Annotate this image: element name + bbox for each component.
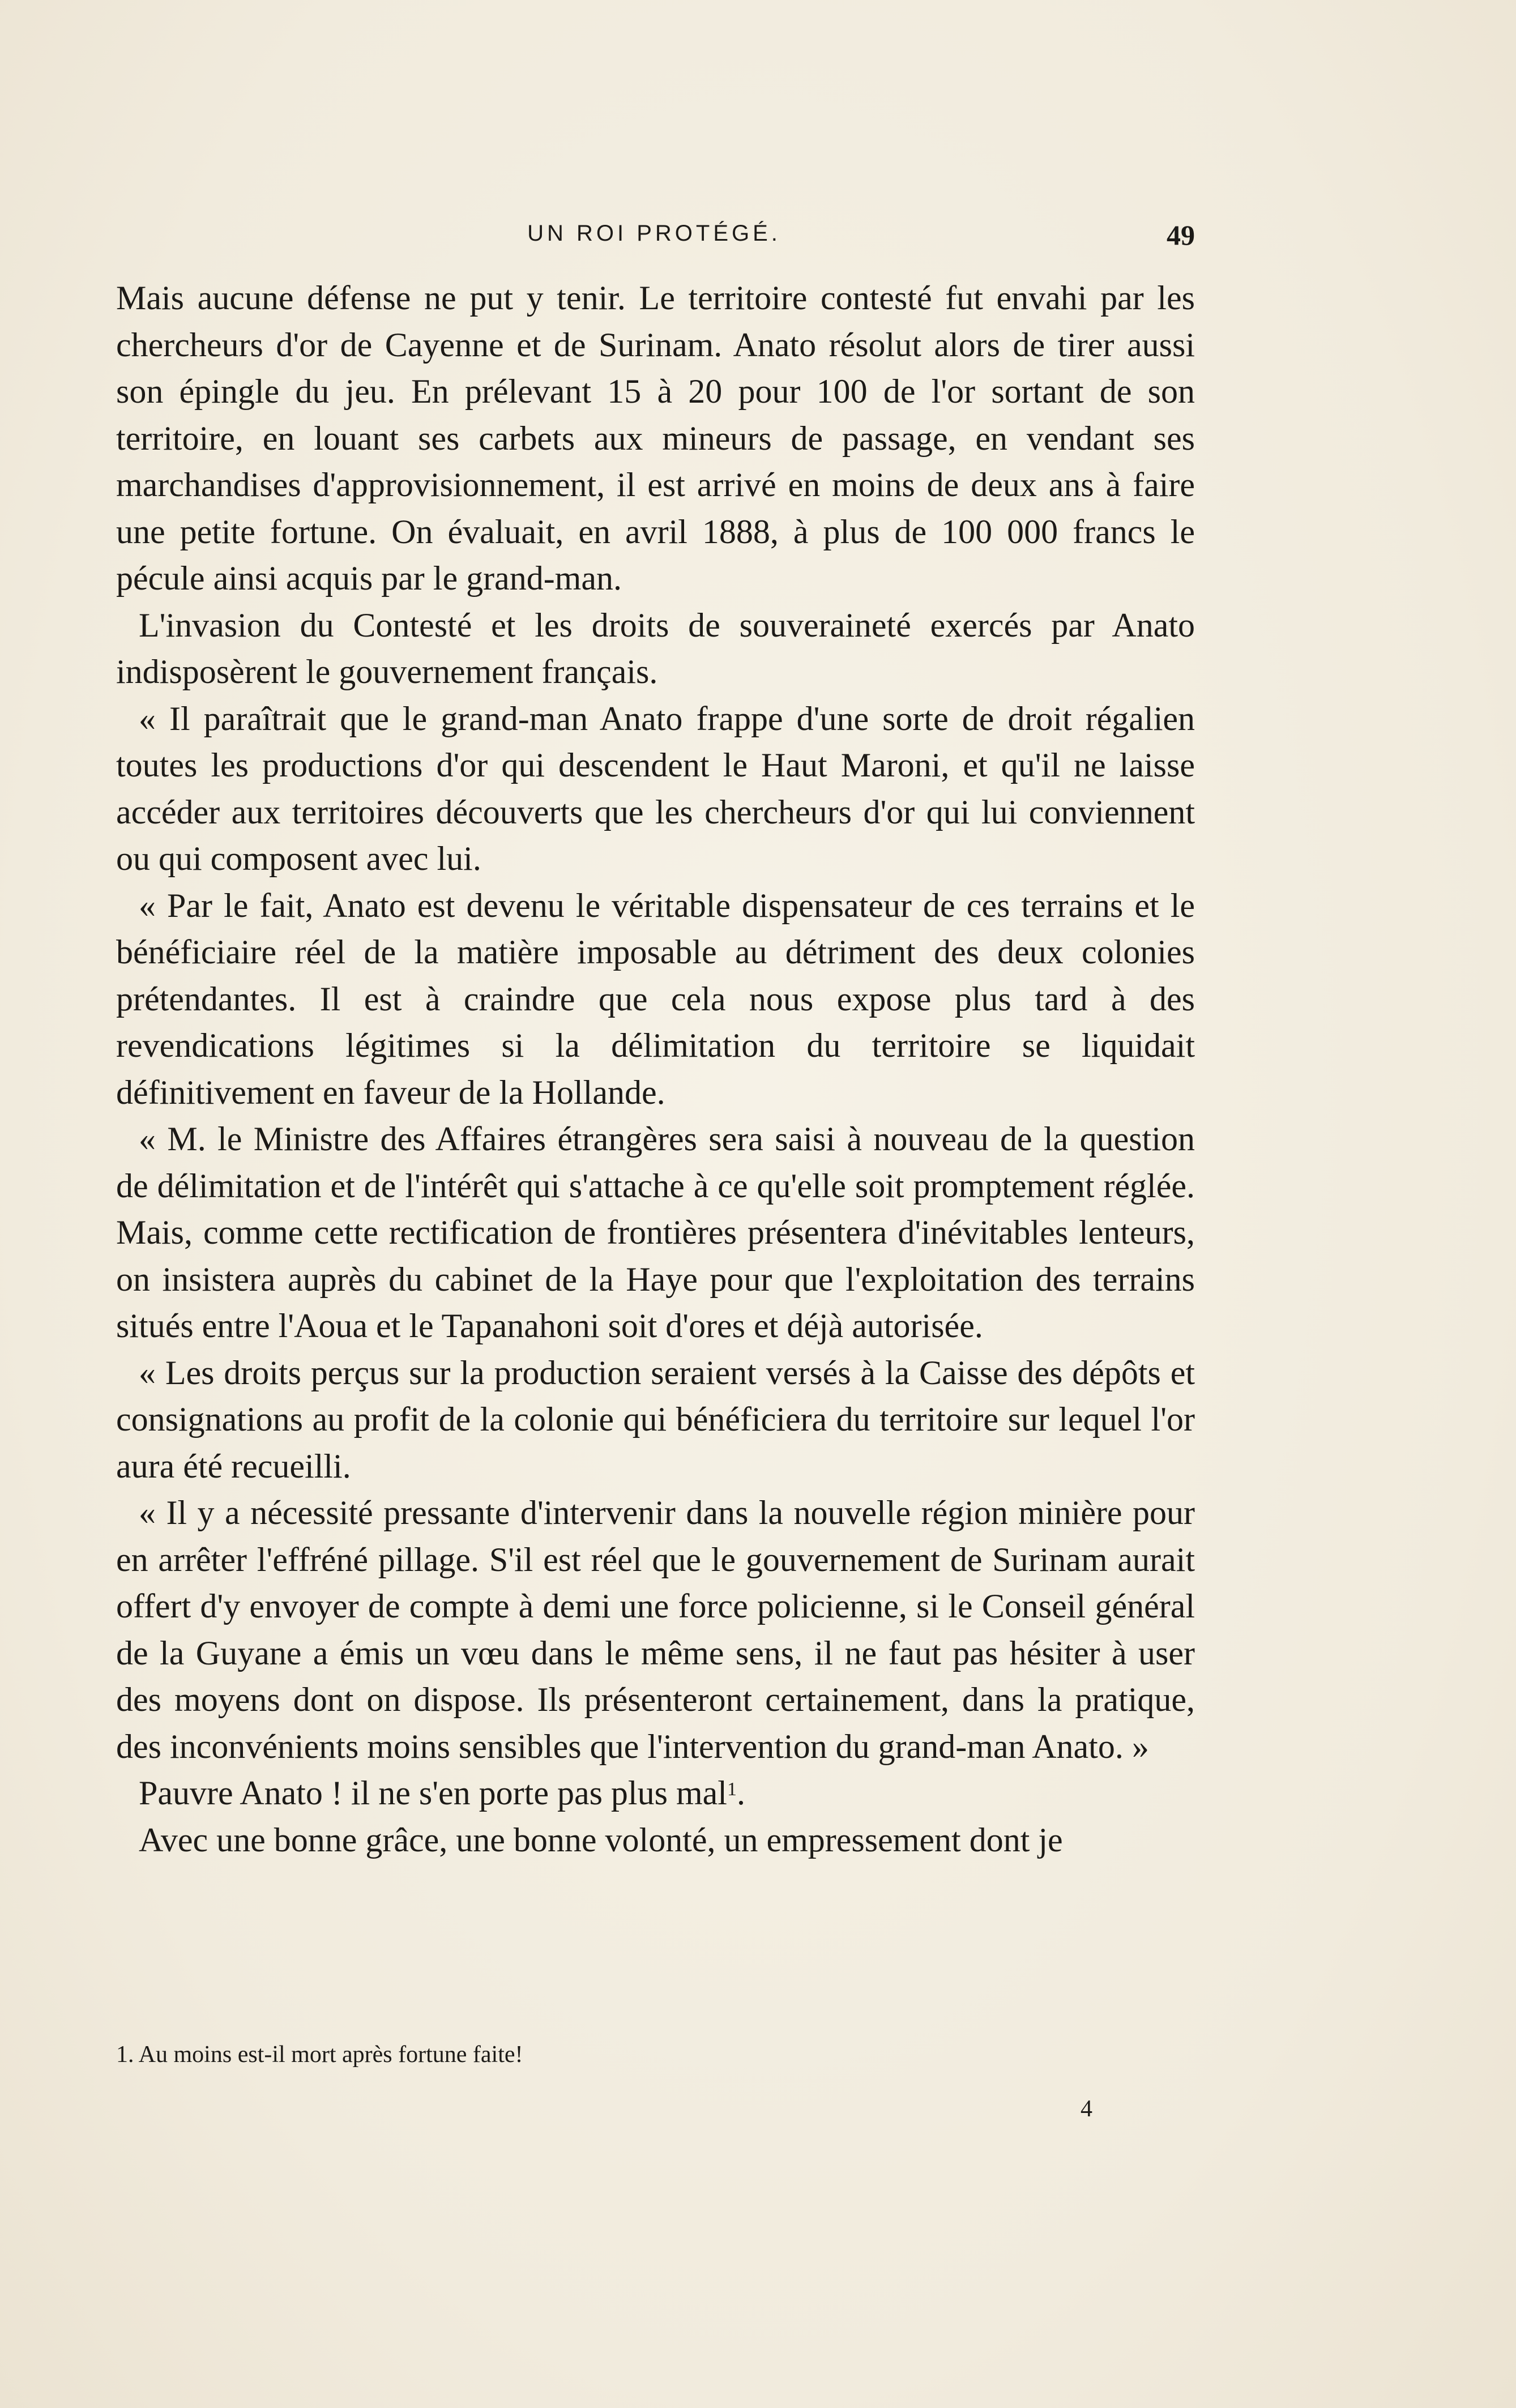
paragraph-7: « Il y a nécessité pressante d'intervenir dans la nouvelle région minière pour en arrêter l'effréné pillage. S'il est réel que le gouvernement de Surinam aurait offert d'y envoyer de compte à demi une force policienne, si le Conseil général de la Guyane a émis un vœu dans le même sens, il ne faut pas hésiter à user des moyens dont on dispose. Ils présenteront certainement, dans la pratique, des inconvénients moins sensibles que l'intervention du grand-man Anato. »	[116, 1494, 1195, 1765]
paragraph-2: L'invasion du Contesté et les droits de souveraineté exercés par Anato indisposèrent le gouvernement français.	[116, 606, 1195, 690]
paragraph-8	[116, 1770, 1195, 1817]
footnote-marker: 1	[727, 1779, 737, 1800]
paragraph-5: « M. le Ministre des Affaires étrangères sera saisi à nouveau de la question de délimitation et de l'intérêt qui s'attache à ce qu'elle soit promptement réglée. Mais, comme cette rectification de frontières présentera d'inévitables lenteurs, on insistera auprès du cabinet de la Haye pour que l'exploitation des terrains situés entre l'Aoua et le Tapanahoni soit d'ores et déjà autorisée.	[116, 1120, 1195, 1344]
paragraph-8-end: .	[736, 1774, 745, 1812]
page-header	[113, 221, 1195, 261]
footnote: 1. Au moins est-il mort après fortune faite!	[116, 2042, 523, 2068]
signature-mark: 4	[1081, 2096, 1092, 2122]
page-number: 49	[1167, 219, 1195, 251]
paragraph-9: Avec une bonne grâce, une bonne volonté, un empressement dont je	[139, 1821, 1063, 1859]
body-text	[116, 275, 1195, 1863]
running-title: UN ROI PROTÉGÉ.	[527, 221, 781, 246]
paragraph-6: « Les droits perçus sur la production seraient versés à la Caisse des dépôts et consignations au profit de la colonie qui bénéficiera du territoire sur lequel l'or aura été recueilli.	[116, 1354, 1195, 1485]
paragraph-4: « Par le fait, Anato est devenu le véritable dispensateur de ces terrains et le bénéficiaire réel de la matière imposable au détriment des deux colonies prétendantes. Il est à craindre que cela nous expose plus tard à des revendications légitimes si la délimitation du territoire se liquidait définitivement en faveur de la Hollande.	[116, 886, 1195, 1111]
paragraph-8-text: Pauvre Anato ! il ne s'en porte pas plus mal	[139, 1774, 727, 1812]
paragraph-3: « Il paraîtrait que le grand-man Anato frappe d'une sorte de droit régalien toutes les productions d'or qui descendent le Haut Maroni, et qu'il ne laisse accéder aux territoires découverts que les chercheurs d'or qui lui conviennent ou qui composent avec lui.	[116, 699, 1195, 877]
paragraph-1: Mais aucune défense ne put y tenir. Le territoire contesté fut envahi par les chercheurs d'or de Cayenne et de Surinam. Anato résolut alors de tirer aussi son épingle du jeu. En prélevant 15 à 20 pour 100 de l'or sortant de son territoire, en louant ses carbets aux mineurs de passage, en vendant ses marchandises d'approvisionnement, il est arrivé en moins de deux ans à faire une petite fortune. On évaluait, en avril 1888, à plus de 100 000 francs le pécule ainsi acquis par le grand-man.	[116, 279, 1195, 597]
